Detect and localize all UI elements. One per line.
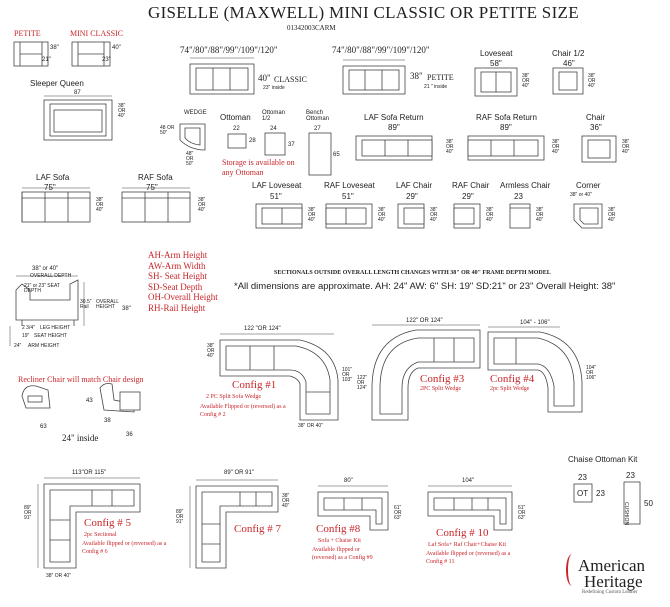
loveseat-width: 58" xyxy=(490,59,502,68)
config8-right: 61" OR 63" xyxy=(394,505,402,521)
raf-chair-drawing xyxy=(454,204,480,228)
recliner-note: Recliner Chair will match Chair design xyxy=(18,375,144,384)
config5-top: 113"OR 115" xyxy=(72,470,107,476)
bench-ottoman-drawing xyxy=(309,133,331,175)
petite-label: PETITE xyxy=(14,29,41,38)
petite-sofa-inside: 21 " inside xyxy=(424,84,448,90)
config3-top: 122" OR 124" xyxy=(406,318,443,324)
raf-sofa-depth: 38" OR 40" xyxy=(198,197,206,213)
laf-sofa-label: LAF Sofa xyxy=(36,173,70,182)
config1-right: 101" OR 103" xyxy=(342,367,353,383)
corner-size: 38" or 40" xyxy=(570,192,592,198)
config3-title: Config #3 xyxy=(420,373,465,385)
chaise-cushion-width: 23 xyxy=(626,471,635,480)
config4-right: 104" OR 106" xyxy=(586,365,597,381)
chaise-ot-label: OT xyxy=(577,489,589,498)
config10-right: 61" OR 63" xyxy=(518,505,526,521)
config1-top: 122 "OR 124" xyxy=(244,326,281,332)
classic-sofa-inside: 23" inside xyxy=(263,85,285,91)
chaise-ot-width: 23 xyxy=(578,473,587,482)
raf-sofa-return-label: RAF Sofa Return xyxy=(476,113,537,122)
config5-note: Available flipped or (reversed) as a Config # 6 xyxy=(82,541,167,555)
profile-seat-height: SEAT HEIGHT xyxy=(34,333,67,339)
raf-sofa-width: 75" xyxy=(146,183,158,192)
wedge-bottom: 48" OR 50" xyxy=(186,151,194,167)
profile-depth-label: OVERALL DEPTH xyxy=(30,273,72,279)
config8-note: Available flipped or (reversed) as a Config #9 xyxy=(312,547,373,561)
brand-tagline: Redefining Custom Leather xyxy=(582,590,638,595)
page-title: GISELLE (MAXWELL) MINI CLASSIC OR PETITE SIZE xyxy=(148,3,579,22)
chaise-ot-depth: 23 xyxy=(596,489,605,498)
brand-name-line2: Heritage xyxy=(584,572,643,591)
classic-sofa-depth: 40" xyxy=(258,73,271,83)
raf-sofa-label: RAF Sofa xyxy=(138,173,173,182)
sleeper-drawing xyxy=(44,100,112,140)
config8-desc: Sofa + Chaise Kit xyxy=(318,538,361,544)
config10-desc: Laf Sofa+ Raf Chair+Chaise Kit xyxy=(428,542,507,548)
chair-half-drawing xyxy=(553,68,583,94)
raf-sofa-return-width: 89" xyxy=(500,123,512,132)
config10-title: Config # 10 xyxy=(436,527,489,539)
ottoman-width: 22 xyxy=(233,126,240,132)
armless-chair-depth: 38" OR 40" xyxy=(536,207,544,223)
loveseat-label: Loveseat xyxy=(480,49,513,58)
mini-depth: 40" xyxy=(112,45,121,51)
classic-sofa-widths: 74"/80"/88"/99"/109"/120" xyxy=(180,45,278,55)
raf-loveseat-label: RAF Loveseat xyxy=(324,181,375,190)
ottoman-drawing xyxy=(228,134,246,148)
sleeper-depth: 38" OR 40" xyxy=(118,103,126,119)
classic-sofa-drawing xyxy=(190,64,254,94)
raf-sofa-drawing xyxy=(122,192,190,222)
mini-arm: 23" xyxy=(102,57,111,63)
bench-ottoman-depth: 65 xyxy=(333,152,340,158)
laf-sofa-width: 75" xyxy=(44,183,56,192)
legend-item: OH-Overall Height xyxy=(148,292,218,302)
config4-drawing xyxy=(488,332,582,412)
raf-chair-label: RAF Chair xyxy=(452,181,490,190)
ottoman-half-width: 24 xyxy=(270,126,277,132)
config1-note: Available Flipped or (reversed) as a Config # 2 xyxy=(200,404,286,418)
petite-sofa-drawing xyxy=(343,66,405,94)
recliner-inside: 24" inside xyxy=(62,433,99,443)
petite-arm: 21" xyxy=(42,57,51,63)
armless-chair-width: 23 xyxy=(514,192,523,201)
profile-overall-height: OVERALL HEIGHT xyxy=(96,299,119,310)
storage-note: Storage is available on any Ottoman xyxy=(222,158,295,177)
legend-item: SH- Seat Height xyxy=(148,271,207,281)
dimensions-note: *All dimensions are approximate. AH: 24" AW: 6" SH: 19" SD:21" or 23" Overall Height: 38" xyxy=(234,281,616,292)
laf-sofa-return-depth: 38" OR 40" xyxy=(446,139,454,155)
raf-chair-depth: 38" OR 40" xyxy=(486,207,494,223)
brand-name-line1: American xyxy=(578,556,646,575)
sleeper-label: Sleeper Queen xyxy=(30,79,84,88)
petite-sofa-depth: 38" xyxy=(410,71,423,81)
ottoman-label: Ottoman xyxy=(220,113,251,122)
chair-half-label: Chair 1/2 xyxy=(552,49,585,58)
petite-sofa-widths: 74"/80"/88"/99"/109"/120" xyxy=(332,45,430,55)
config5-desc: 2pc Sectional xyxy=(84,532,117,538)
laf-chair-depth: 38" OR 40" xyxy=(430,207,438,223)
ottoman-half-label: Ottoman 1/2 xyxy=(262,110,286,122)
sleeper-width: 87 xyxy=(74,90,81,96)
petite-depth: 38" xyxy=(50,45,59,51)
config10-note: Available flipped or (reversed) as a Config # 11 xyxy=(426,551,511,565)
ottoman-depth: 28 xyxy=(249,138,256,144)
laf-loveseat-label: LAF Loveseat xyxy=(252,181,302,190)
petite-sofa-label: PETITE xyxy=(427,73,454,82)
config7-top: 89" OR 91" xyxy=(224,470,254,476)
laf-sofa-return-width: 89" xyxy=(388,123,400,132)
raf-loveseat-depth: 38" OR 40" xyxy=(378,207,386,223)
config4-title: Config #4 xyxy=(490,373,535,385)
config3-desc: 2PC Split Wedge xyxy=(420,386,462,392)
config8-title: Config #8 xyxy=(316,523,361,535)
raf-sofa-return-drawing xyxy=(468,136,544,160)
profile-arm-height-value: 24" xyxy=(14,343,22,349)
raf-sofa-return-depth: 38" OR 40" xyxy=(552,139,560,155)
laf-chair-label: LAF Chair xyxy=(396,181,433,190)
legend-item: AH-Arm Height xyxy=(148,250,208,260)
corner-label: Corner xyxy=(576,181,601,190)
loveseat-depth: 38" OR 40" xyxy=(522,73,530,89)
chair-half-depth: 38" OR 40" xyxy=(588,73,596,89)
profile-leg-height: LEG HEIGHT xyxy=(40,325,71,331)
loveseat-drawing xyxy=(475,68,517,96)
armless-chair-drawing xyxy=(510,204,530,228)
profile-seat-depth: 21" or 23" SEAT DEPTH xyxy=(24,283,60,294)
config1-title: Config #1 xyxy=(232,379,277,391)
ottoman-half-depth: 37 xyxy=(288,142,295,148)
profile-arm-height: ARM HEIGHT xyxy=(28,343,60,349)
brand-swoosh-icon xyxy=(566,554,578,586)
classic-sofa-label: CLASSIC xyxy=(274,75,307,84)
abbreviation-legend xyxy=(148,250,218,313)
recliner-closed-drawing xyxy=(22,386,50,408)
armless-chair-label: Armless Chair xyxy=(500,181,551,190)
wedge-label: WEDGE xyxy=(184,110,207,116)
config1-left: 38" OR 40" xyxy=(207,343,215,359)
config10-top: 104" xyxy=(462,478,475,484)
chaise-ottoman-label: Chaise Ottoman Kit xyxy=(568,455,638,464)
laf-sofa-return-drawing xyxy=(356,136,432,160)
config4-top: 104" - 106" xyxy=(520,320,550,326)
corner-depth: 38" OR 40" xyxy=(608,207,616,223)
chair-drawing xyxy=(582,136,616,162)
config7-title: Config # 7 xyxy=(234,523,282,535)
config5-left: 89" OR 91" xyxy=(24,505,32,521)
config5-title: Config # 5 xyxy=(84,517,132,529)
legend-item: SD-Seat Depth xyxy=(148,281,203,292)
sectionals-note: SECTIONALS OUTSIDE OVERALL LENGTH CHANGES WITH 38" OR 40" FRAME DEPTH MODEL xyxy=(274,270,551,276)
config7-left: 89" OR 91" xyxy=(176,509,184,525)
config7-right: 38" OR 40" xyxy=(282,493,290,509)
corner-drawing xyxy=(574,204,602,228)
config8-top: 80" xyxy=(344,478,353,484)
wedge-side: 48 OR 50" xyxy=(160,125,175,136)
recliner-depth-open: 36 xyxy=(126,432,133,438)
laf-loveseat-width: 51" xyxy=(270,192,282,201)
bench-ottoman-width: 27 xyxy=(314,126,321,132)
chair-depth: 38" OR 40" xyxy=(622,139,630,155)
sku-label: 01342003CARM xyxy=(287,24,336,32)
config1-desc: 2 PC Split Sofa Wedge xyxy=(206,394,262,400)
recliner-width: 38 xyxy=(104,418,111,424)
chair-width: 36" xyxy=(590,123,602,132)
ottoman-half-drawing xyxy=(265,133,285,155)
wedge-drawing xyxy=(180,124,205,150)
config3-left: 122" OR 124" xyxy=(357,375,368,391)
recliner-front-drawing xyxy=(120,392,140,410)
recliner-depth-closed: 43 xyxy=(86,398,93,404)
config10-drawing xyxy=(428,492,512,530)
chair-half-width: 46" xyxy=(563,59,575,68)
raf-chair-width: 29" xyxy=(462,192,474,201)
config5-bottom: 38" OR 40" xyxy=(46,573,71,579)
laf-chair-drawing xyxy=(398,204,424,228)
legend-item: AW-Arm Width xyxy=(148,260,206,271)
profile-seat-height-value: 19" xyxy=(22,333,30,339)
chair-label: Chair xyxy=(586,113,606,122)
config1-bottom: 38" OR 40" xyxy=(298,423,323,429)
profile-leg-height-value: 2 3/4" xyxy=(22,325,35,331)
laf-chair-width: 29" xyxy=(406,192,418,201)
laf-sofa-depth: 38" OR 40" xyxy=(96,197,104,213)
laf-loveseat-drawing xyxy=(256,204,302,228)
profile-overall-height-value: 38" xyxy=(122,306,131,312)
raf-loveseat-width: 51" xyxy=(342,192,354,201)
chaise-cushion-label: CUSHION xyxy=(623,502,629,526)
profile-rail: 30.5" Rail xyxy=(80,299,92,310)
mini-classic-label: MINI CLASSIC xyxy=(70,29,124,38)
config4-desc: 2pc Split Wedge xyxy=(490,386,530,392)
laf-sofa-return-label: LAF Sofa Return xyxy=(364,113,424,122)
laf-sofa-drawing xyxy=(22,192,90,222)
profile-depth: 38" or 40" xyxy=(32,266,59,272)
raf-loveseat-drawing xyxy=(326,204,372,228)
brand-logo xyxy=(578,558,645,596)
chaise-cushion-length: 50 xyxy=(644,499,653,508)
recliner-reclined: 63 xyxy=(40,424,47,430)
bench-ottoman-label: Bench Ottoman xyxy=(306,110,330,122)
laf-loveseat-depth: 38" OR 40" xyxy=(308,207,316,223)
legend-item: RH-Rail Height xyxy=(148,302,206,313)
